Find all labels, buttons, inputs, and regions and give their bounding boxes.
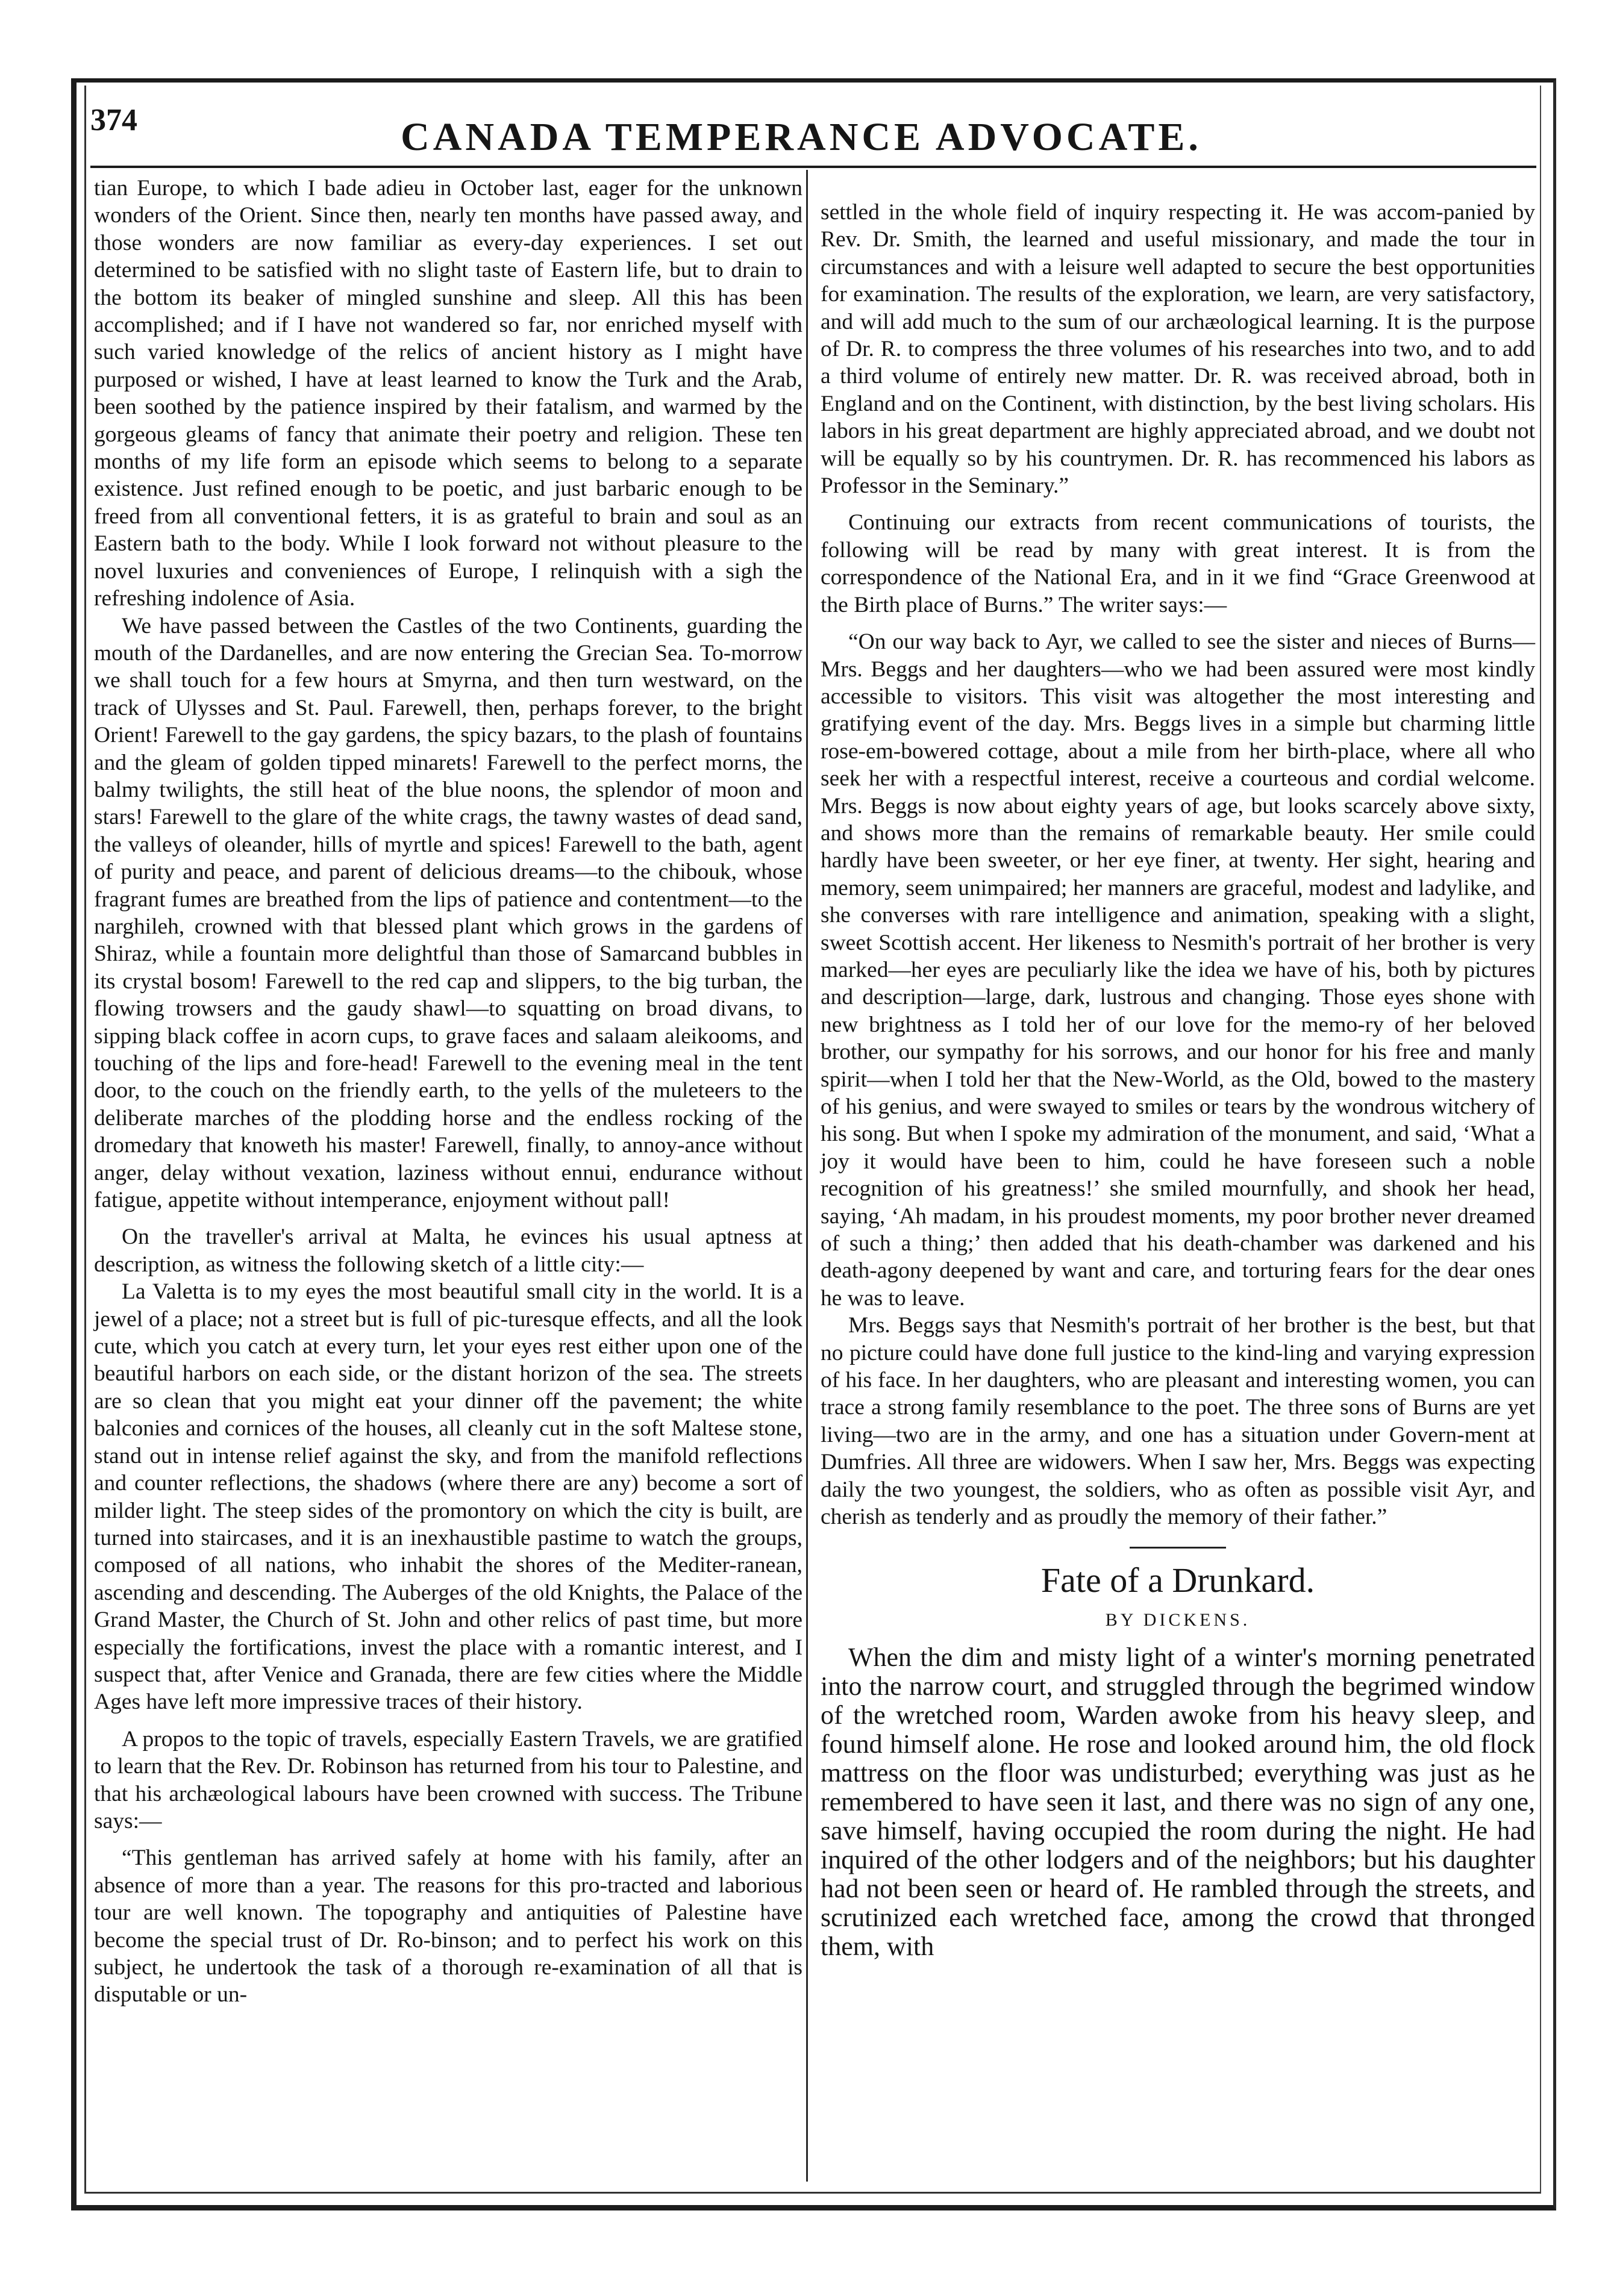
article-paragraph: settled in the whole field of inquiry respecting it. He was accom-panied by Rev. Dr. Smith, the learned and useful missionary, and made the tour in circumstances and with a leisure well adapted to secure the best opportunities for examination. The results of the exploration, we learn, are very satisfactory, and will add much to the sum of our archæological learning. It is the purpose of Dr. R. to compress the three volumes of his researches into two, and to add a third volume of entirely new matter. Dr. R. was received abroad, both in England and on the Continent, with distinction, by the best living scholars. His labors in his great department are highly appreciated abroad, and we doubt not will be equally so by his countrymen. Dr. R. has recommenced his labors as Professor in the Seminary.”: [821, 200, 1535, 499]
article-paragraph: La Valetta is to my eyes the most beautiful small city in the world. It is a jewel of a place; not a street but is full of pic-turesque effects, and all the look cute, which you catch at every turn, let your eyes rest either upon one of the beautiful harbors on each side, or the distant horizon of the sea. The streets are so clean that you might eat your dinner off the pavement; the white balconies and cornices of the houses, all cleanly cut in the soft Maltese stone, stand out in intense relief against the sky, and from the manifold reflections and counter reflections, the shadows (where there are any) become a sort of milder light. The steep sides of the promontory on which the city is built, are turned into staircases, and it is an inexhaustible pastime to watch the groups, composed of all nations, who inhabit the shores of the Mediter-ranean, ascending and descending. The Auberges of the old Knights, the Palace of the Grand Master, the Church of St. John and other relics of past time, but more especially the fortifications, invest the place with a romantic interest, and I suspect that, after Venice and Granada, there are few cities where the Middle Ages have left more impressive traces of their history.: [94, 1279, 802, 1715]
article-paragraph: “This gentleman has arrived safely at home with his family, after an absence of more than a year. The reasons for this pro-tracted and laborious tour are well known. The topography and antiquities of Palestine have become the special trust of Dr. Ro-binson; and to perfect his work on this subject, he undertook the task of a thorough re-examination of all that is disputable or un-: [94, 1845, 802, 2007]
right-column: [821, 199, 1535, 1961]
masthead-title: CANADA TEMPERANCE ADVOCATE.: [401, 115, 1202, 159]
article-paragraph: tian Europe, to which I bade adieu in October last, eager for the unknown wonders of the Orient. Since then, nearly ten months have passed away, and those wonders are now familiar as every-day experiences. I set out determined to be satisfied with no slight taste of Eastern life, but to drain to the bottom its beaker of mingled sunshine and sleep. All this has been accomplished; and if I have not wandered so far, nor enriched myself with such varied knowledge of the relics of ancient history as I might have purposed or wished, I have at least learned to know the Turk and the Arab, been soothed by the patience inspired by their fatalism, and warmed by the gorgeous gleams of fancy that animate their poetry and religion. These ten months of my life form an episode which seems to belong to a separate existence. Just refined enough to be poetic, and just barbaric enough to be freed from all conventional fetters, it is as grateful to brain and soul as an Eastern bath to the body. While I look forward not without pleasure to the novel luxuries and conveniences of Europe, I relinquish with a sigh the refreshing indolence of Asia.: [94, 176, 802, 611]
article-paragraph: “On our way back to Ayr, we called to see the sister and nieces of Burns—Mrs. Beggs and her daughters—who we had been assured were most kindly accessible to visitors. This visit was altogether the most interesting and gratifying event of the day. Mrs. Beggs lives in a simple but charming little rose-em-bowered cottage, about a mile from her birth-place, where all who seek her with a respectful interest, receive a courteous and cordial welcome. Mrs. Beggs is now about eighty years of age, but looks scarcely above sixty, and shows more than the remains of remarkable beauty. Her smile could hardly have been sweeter, or her eye finer, at twenty. Her sight, hearing and memory, seem unimpaired; her manners are graceful, modest and ladylike, and she converses with rare intelligence and animation, speaking with a slight, sweet Scottish accent. Her likeness to Nesmith's portrait of her brother is very marked—her eyes are peculiarly like the idea we have of his, both by pictures and description—large, dark, lustrous and changing. Those eyes shone with new brightness as I told her of our love for the memo-ry of her beloved brother, our sympathy for his sorrows, and our honor for his free and manly spirit—when I told her that the New-World, as the Old, bowed to the mastery of his genius, and were swayed to smiles or tears by the wondrous witchery of his song. But when I spoke my admiration of the monument, and said, ‘What a joy it would have been to him, could he have foreseen such a noble recognition of his greatness!’ she smiled mournfully, and shook her head, saying, ‘Ah madam, in his proudest moments, my poor brother never dreamed of such a thing;’ then added that his death-chamber was darkened and his death-agony deepened by want and care, and torturing fears for the dear ones he was to leave.: [821, 629, 1535, 1311]
article-paragraph: When the dim and misty light of a winter's morning penetrated into the narrow court, and struggled through the begrimed window of the wretched room, Warden awoke from his heavy sleep, and found himself alone. He rose and looked around him, the old flock mattress on the floor was undisturbed; everything was just as he remembered to have seen it last, and there was no sign of any one, save himself, having occupied the room during the night. He had inquired of the other lodgers and of the neighbors; but his daughter had not been seen or heard of. He rambled through the streets, and scrutinized each wretched face, among the crowd that thronged them, with: [821, 1642, 1535, 1961]
article-paragraph: Mrs. Beggs says that Nesmith's portrait of her brother is the best, but that no picture could have done full justice to the kind-ling and varying expression of his face. In her daughters, who are pleasant and interesting women, you can trace a strong family resemblance to the poet. The three sons of Burns are yet living—two are in the army, and one has a situation under Govern-ment at Dumfries. All three are widowers. When I saw her, Mrs. Beggs was expecting daily the two youngest, the soldiers, who as often as possible visit Ayr, and cherish as tenderly and as proudly the memory of their father.”: [821, 1313, 1535, 1530]
article-title: Fate of a Drunkard.: [1040, 1560, 1315, 1600]
article-paragraph: Continuing our extracts from recent communications of tourists, the following will be read by many with great interest. It is from the correspondence of the National Era, and in it we find “Grace Greenwood at the Birth place of Burns.” The writer says:—: [821, 510, 1535, 617]
article-paragraph: We have passed between the Castles of the two Continents, guarding the mouth of the Dardanelles, and are now entering the Grecian Sea. To-morrow we shall touch for a few hours at Smyrna, and then turn westward, on the track of Ulysses and St. Paul. Farewell, then, perhaps forever, to the bright Orient! Farewell to the gay gardens, the spicy bazars, to the plash of fountains and the gleam of golden tipped minarets! Farewell to the perfect morns, the balmy twilights, the still heat of the blue noons, the splendor of moon and stars! Farewell to the glare of the white crags, the tawny wastes of dead sand, the valleys of oleander, hills of myrtle and spices! Farewell to the bath, agent of purity and peace, and parent of delicious dreams—to the chibouk, whose fragrant fumes are breathed from the lips of patience and contentment—to the narghileh, crowned with that blessed plant which grows in the gardens of Shiraz, while a fountain more delightful than those of Samarcand bubbles in its crystal bosom! Farewell to the red cap and slippers, to the big turban, the flowing trowsers and the gaudy shawl—to squatting on broad divans, to sipping black coffee in acorn cups, to grave faces and salaam aleikooms, and touching of the lips and fore-head! Farewell to the evening meal in the tent door, to the couch on the friendly earth, to the yells of the muleteers to the deliberate marches of the plodding horse and the endless rocking of the dromedary that knoweth his master! Farewell, finally, to annoy-ance without anger, delay without vexation, laziness without ennui, endurance without fatigue, appetite without intemperance, enjoyment without pall!: [94, 613, 802, 1213]
article-paragraph: On the traveller's arrival at Malta, he evinces his usual aptness at description, as witness the following sketch of a little city:—: [94, 1224, 802, 1277]
column-divider: [806, 170, 808, 2182]
page-number: 374: [90, 103, 137, 137]
dickens-article: [821, 1643, 1535, 1961]
article-paragraph: A propos to the topic of travels, especially Eastern Travels, we are gratified to learn that the Rev. Dr. Robinson has returned from his tour to Palestine, and that his archæological labours have been crowned with success. The Tribune says:—: [94, 1726, 802, 1833]
left-column: [94, 175, 802, 2009]
section-divider: [1130, 1547, 1226, 1549]
article-byline: BY DICKENS.: [1105, 1609, 1251, 1630]
header-rule: [90, 166, 1536, 168]
